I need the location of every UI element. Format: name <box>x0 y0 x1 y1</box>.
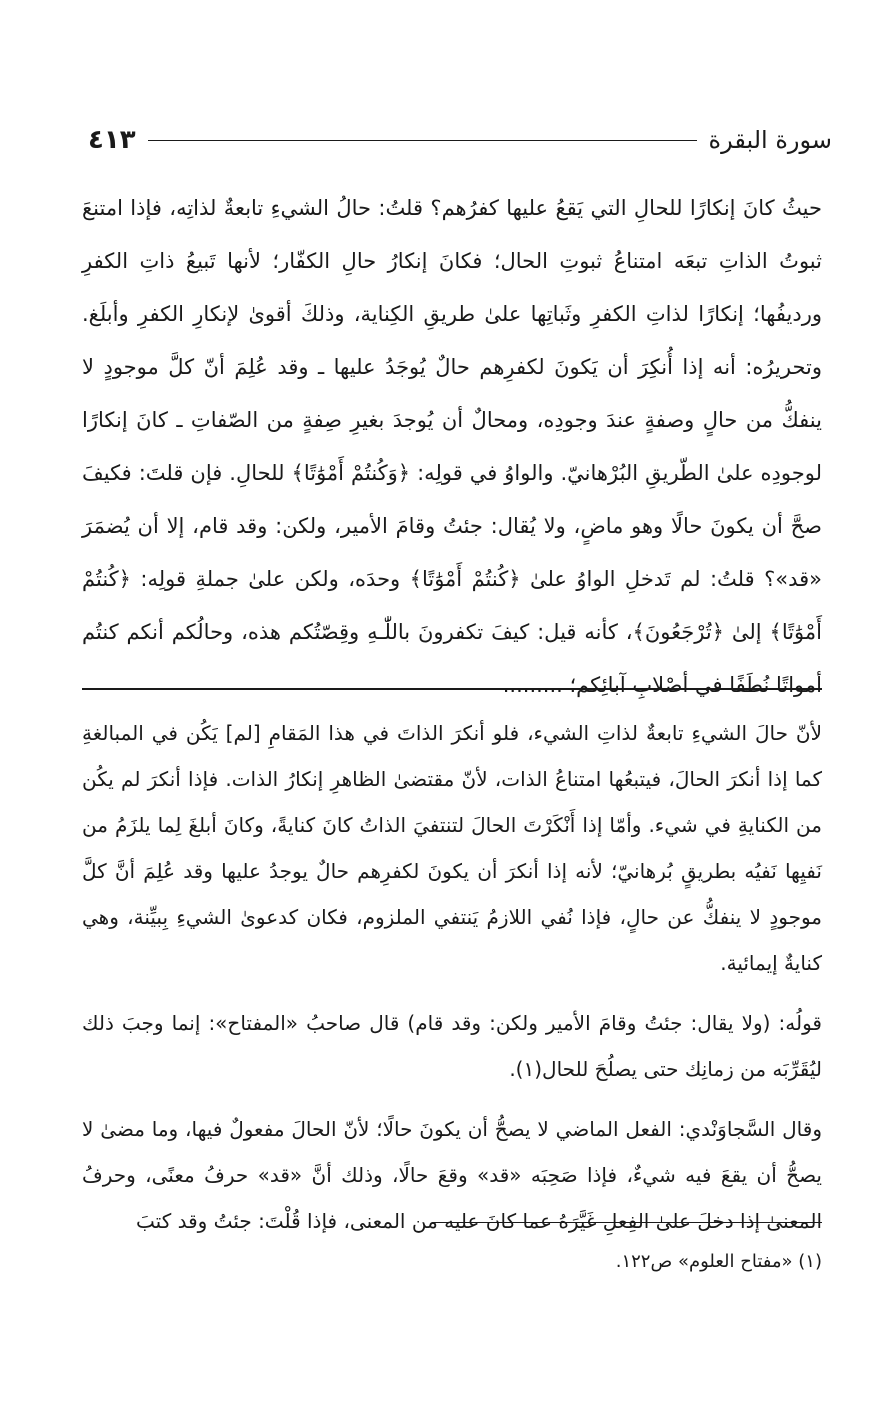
page-number: ٤١٣ <box>88 125 136 155</box>
commentary-paragraph: وقال السَّجاوَنْدي: الفعل الماضي لا يصحُّ أن يكونَ حالًا؛ لأنّ الحالَ مفعولٌ فيها، وما مضىٰ لا يصحُّ أن يقعَ فيه شيءٌ، فإذا صَحِبَه «قد» وقعَ حالًا، وذلك أنَّ «قد» حرفُ معنًى، وحرفُ المعنىٰ إذا دخلَ علىٰ الفِعلِ غَيَّرَهُ عما كانَ عليه من المعنى، فإذا قُلْتَ: جئتُ وقد كتبَ <box>82 1117 822 1233</box>
main-text-block <box>82 182 822 712</box>
commentary-paragraph: لأنّ حالَ الشيءِ تابعةٌ لذاتِ الشيء، فلو أنكرَ الذاتَ في هذا المَقامِ [لم] يَكُن في المبالغةِ كما إذا أنكرَ الحالَ، فيتبعُها امتناعُ الذات، لأنّ مقتضىٰ الظاهرِ إنكارُ الذات. فإذا أنكرَ لم يكُن من الكنايةِ في شيء. وأمّا إذا أَنْكَرْتَ الحالَ لتنتفيَ الذاتُ كانَ كنايةً، وكانَ أبلغَ لِما يلزَمُ من نَفيِها نَفيُه بطريقٍ بُرهانيّ؛ لأنه إذا أنكرَ أن يكونَ لكفرِهم حالٌ يوجدُ عليها وقد عُلِمَ أنَّ كلَّ موجودٍ لا ينفكُّ عن حالٍ، فإذا نُفي اللازمُ يَنتفي الملزوم، فكان كدعوىٰ الشيءِ بِبيِّنة، وهي كنايةٌ إيمائية. <box>82 721 822 975</box>
footnote: (١) «مفتاح العلوم» ص١٢٢. <box>615 1251 822 1272</box>
main-commentary-divider <box>82 688 822 690</box>
commentary-block <box>82 710 822 1244</box>
commentary-paragraph: قولُه: (ولا يقال: جئتُ وقامَ الأمير ولكن: وقد قام) قال صاحبُ «المفتاح»: إنما وجبَ ذلك ليُقَرِّبَه من زمانِك حتى يصلُحَ للحال(١). <box>82 1011 822 1081</box>
header-rule <box>148 140 697 141</box>
main-paragraph: حيثُ كانَ إنكارًا للحالِ التي يَقعُ عليها كفرُهم؟ قلتُ: حالُ الشيءِ تابعةٌ لذاتِه، فإذا امتنعَ ثبوتُ الذاتِ تبعَه امتناعُ ثبوتِ الحال؛ فكانَ إنكارُ حالِ الكفّار؛ لأنها تَبيعُ ذاتِ الكفرِ ورديفُها؛ إنكارًا لذاتِ الكفرِ وثَباتِها علىٰ طريقِ الكِناية، وذلكَ أقوىٰ لإنكارِ الكفرِ وأبلَغ. وتحريرُه: أنه إذا أُنكِرَ أن يَكونَ لكفرِهم حالٌ يُوجَدُ عليها ـ وقد عُلِمَ أنّ كلَّ موجودٍ لا ينفكُّ من حالٍ وصفةٍ عندَ وجودِه، ومحالٌ أن يُوجدَ بغيرِ صِفةٍ من الصّفاتِ ـ كانَ إنكارًا لوجودِه علىٰ الطّريقِ البُرْهانيّ. والواوُ في قولِه: ﴿وَكُنتُمْ أَمْوَٰتًا﴾ للحالِ. فإن قلتَ: فكيفَ صحَّ أن يكونَ حالًا وهو ماضٍ، ولا يُقال: جئتُ وقامَ الأمير، ولكن: وقد قام، إلا أن يُضمَرَ «قد»؟ قلتُ: لم تَدخلِ الواوُ علىٰ ﴿كُنتُمْ أَمْوَٰتًا﴾ وحدَه، ولكن علىٰ جملةِ قولِه: ﴿كُنتُمْ أَمْوَٰتًا﴾ إلىٰ ﴿تُرْجَعُونَ﴾، كأنه قيل: كيفَ تكفرونَ باللّٰـهِ وقِصّتُكم هذه، وحالُكم أنكم كنتُم أمواتًا نُطَفًا في أصْلابِ آبائِكم؛ ......... <box>82 196 822 697</box>
surah-title: سورة البقرة <box>708 126 832 154</box>
footnote-divider <box>432 1222 822 1223</box>
running-header <box>88 118 832 162</box>
